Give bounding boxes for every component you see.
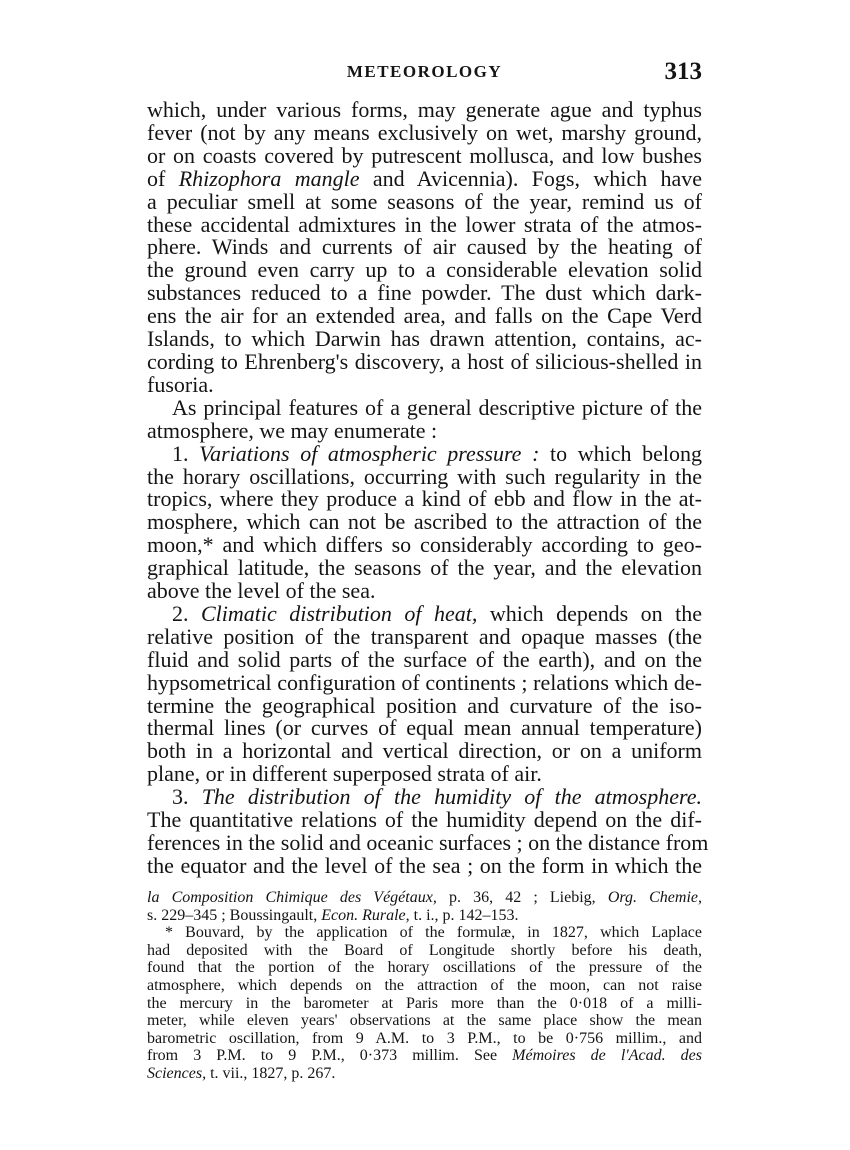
footnotes — [147, 889, 702, 1083]
line-text: the mercury in the barometer at Paris more than the 0·018 of a milli- — [147, 994, 702, 1012]
body-line — [147, 669, 702, 695]
line-text: ens the air for an extended area, and falls on the Cape Verd — [147, 303, 702, 329]
line-text: s. 229–345 ; Boussingault, — [147, 906, 322, 924]
body-line — [147, 394, 702, 420]
line-text: fusoria. — [147, 371, 214, 397]
line-text: the equator and the level of the sea ; on the form in which the — [147, 852, 702, 878]
line-text: mosphere, which can not be ascribed to the attraction of the — [147, 509, 702, 535]
body-line — [147, 142, 702, 168]
body-line — [147, 165, 702, 191]
body-line — [147, 371, 702, 397]
body-text — [147, 97, 709, 878]
line-text: 2. — [172, 600, 201, 626]
italic-text: Climatic distribution of heat, — [200, 600, 478, 626]
body-line — [147, 623, 702, 649]
footnote-line — [147, 942, 702, 960]
footnote-line — [147, 1012, 702, 1030]
italic-text: Mémoires de l'Acad. des — [512, 1047, 703, 1065]
body-line — [147, 211, 702, 237]
body-line — [147, 282, 702, 305]
line-text: moon,* and which differs so considerably according to geo- — [147, 532, 702, 558]
line-text: p. 36, 42 ; Liebig, — [436, 889, 608, 906]
line-text: As principal features of a general descriptive picture of the — [172, 394, 702, 420]
italic-text: Sciences, — [147, 1064, 207, 1082]
line-text: meter, while eleven years' observations at the same place show the mean — [147, 1012, 702, 1030]
body-line — [147, 440, 703, 466]
line-text: the ground even carry up to a considerable elevation solid — [147, 257, 702, 283]
line-text: substances reduced to a fine powder. The dust which dark- — [147, 280, 702, 306]
line-text: ferences in the solid and oceanic surfaces ; on the distance from — [147, 830, 709, 855]
body-line — [147, 600, 703, 626]
footnote-line — [147, 1065, 702, 1083]
body-line — [147, 488, 702, 511]
body-line — [147, 809, 702, 832]
body-line — [147, 417, 702, 443]
line-text: above the level of the sea. — [147, 578, 376, 604]
line-text: to which belong — [539, 440, 703, 466]
body-line — [147, 188, 702, 214]
footnote-line — [147, 1030, 702, 1048]
line-text: thermal lines (or curves of equal mean annual temperature) — [147, 715, 702, 741]
line-text: Islands, to which Darwin has drawn attention, contains, ac- — [147, 326, 702, 352]
line-text: atmosphere, we may enumerate : — [147, 417, 438, 443]
line-text: cording to Ehrenberg's discovery, a host of silicious-shelled in — [147, 348, 702, 374]
italic-text: la Composition Chimique des Végétaux, — [147, 889, 437, 906]
body-line — [147, 328, 702, 351]
line-text: t. i., p. 142–153. — [409, 906, 519, 924]
body-line — [147, 99, 702, 122]
line-text: the horary oscillations, occurring with such regularity in the — [147, 463, 702, 489]
footnote-line — [147, 889, 702, 907]
page-header — [147, 60, 702, 86]
footnote-line — [147, 907, 702, 925]
line-text: had deposited with the Board of Longitude shortly before his death, — [147, 941, 702, 959]
footnote-line — [147, 924, 702, 942]
italic-text: Econ. Rurale, — [321, 906, 410, 924]
body-line — [147, 236, 702, 259]
italic-text: Rhizophora mangle — [178, 165, 360, 191]
body-line — [147, 119, 702, 145]
line-text: t. vii., 1827, p. 267. — [206, 1064, 336, 1082]
body-line — [147, 692, 702, 718]
body-line — [147, 259, 702, 282]
line-text: which depends on the — [477, 600, 703, 626]
body-line — [147, 740, 702, 763]
line-text: which, under various forms, may generate ague and typhus — [147, 97, 702, 122]
italic-text: Variations of atmospheric pressure : — [199, 440, 540, 466]
body-line — [147, 852, 702, 878]
line-text: * Bouvard, by the application of the formulæ, in 1827, which Laplace — [165, 924, 702, 942]
line-text: from 3 P.M. to 9 P.M., 0·373 millim. See — [147, 1047, 513, 1065]
line-text: relative position of the transparent and opaque masses (the — [147, 623, 702, 649]
footnote-line — [147, 977, 702, 995]
running-title: METEOROLOGY — [346, 62, 503, 81]
line-text: these accidental admixtures in the lower strata of the atmos- — [147, 211, 702, 237]
line-text: hypsometrical configuration of continents ; relations which de- — [147, 669, 702, 695]
line-text: 1. — [172, 440, 200, 466]
line-text: both in a horizontal and vertical direction, or on a uniform — [147, 738, 702, 764]
line-text: barometric oscillation, from 9 A.M. to 3 P.M., to be 0·756 millim., and — [147, 1029, 702, 1047]
body-line — [147, 580, 702, 603]
line-text: a peculiar smell at some seasons of the year, remind us of — [147, 188, 702, 214]
line-text: termine the geographical position and curvature of the iso- — [147, 692, 702, 718]
body-line — [147, 305, 702, 328]
line-text: graphical latitude, the seasons of the year, and the elevation — [147, 555, 702, 581]
line-text: plane, or in different superposed strata of air. — [147, 761, 542, 787]
italic-text: Org. Chemie, — [607, 889, 703, 906]
footnote-line — [147, 1047, 702, 1065]
line-text: and Avicennia). Fogs, which have — [359, 165, 702, 191]
body-line — [147, 557, 702, 580]
body-line — [147, 463, 702, 489]
footnote-line — [147, 995, 702, 1013]
line-text: or on coasts covered by putrescent mollusca, and low bushes — [147, 142, 702, 168]
line-text: of — [147, 165, 179, 191]
body-line — [147, 786, 702, 809]
page-number: 313 — [664, 58, 702, 85]
line-text: fluid and solid parts of the surface of the earth), and on the — [147, 646, 702, 672]
line-text: tropics, where they produce a kind of ebb and flow in the at- — [147, 486, 702, 512]
body-line — [147, 348, 702, 374]
body-line — [147, 717, 702, 740]
italic-text: The distribution of the humidity of the atmosphere. — [201, 784, 702, 810]
footnote-line — [147, 959, 702, 977]
body-line — [147, 763, 702, 786]
line-text: The quantitative relations of the humidity depend on the dif- — [147, 807, 702, 833]
line-text: found that the portion of the horary oscillations of the pressure of the — [147, 959, 702, 977]
body-line — [147, 646, 702, 672]
body-line — [147, 534, 702, 557]
body-line — [147, 830, 709, 855]
body-line — [147, 511, 702, 534]
line-text: atmosphere, which depends on the attraction of the moon, can not raise — [147, 976, 702, 994]
line-text: 3. — [172, 784, 202, 810]
line-text: phere. Winds and currents of air caused by the heating of — [147, 234, 702, 260]
line-text: fever (not by any means exclusively on wet, marshy ground, — [147, 119, 702, 145]
